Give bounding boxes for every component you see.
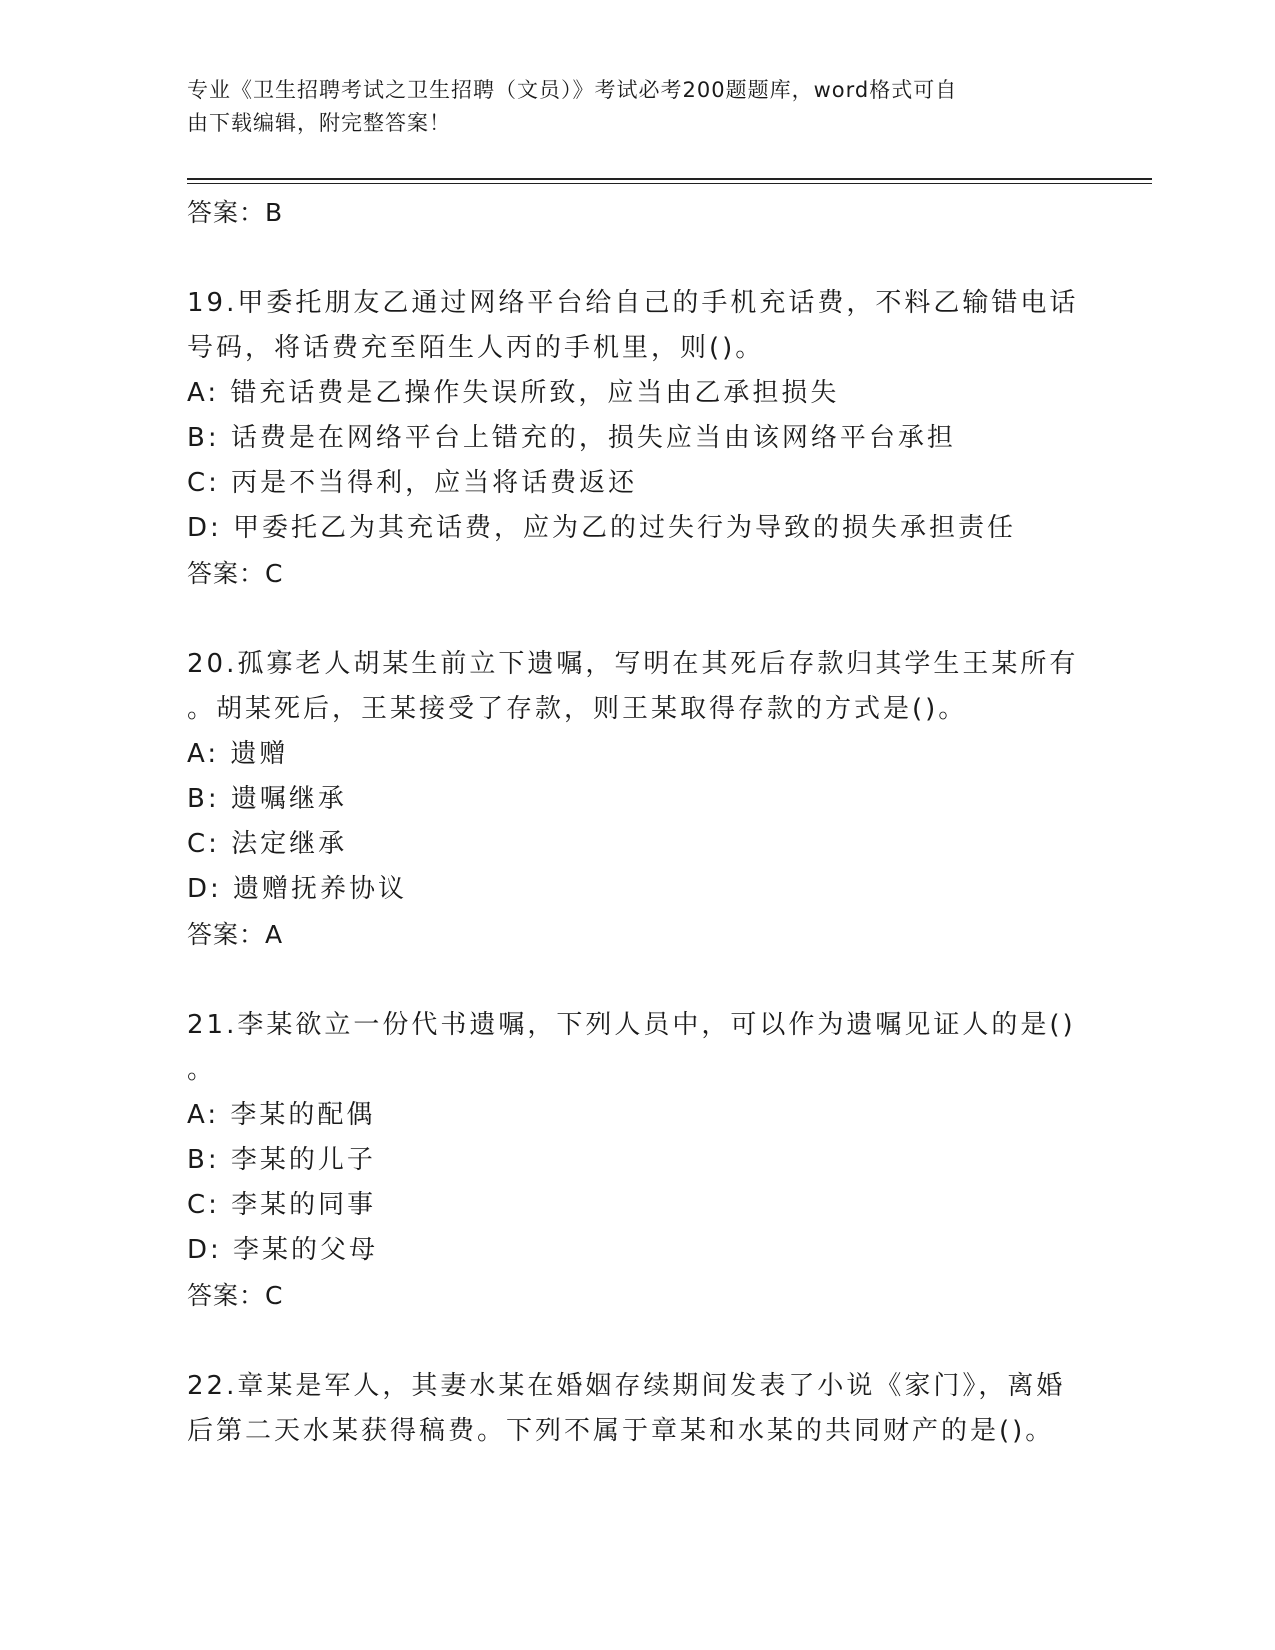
question-20 <box>187 642 1087 957</box>
option-c: C: 法定继承 <box>187 829 348 859</box>
question-21 <box>187 1003 1087 1318</box>
header-line-1: 专业《卫生招聘考试之卫生招聘（文员）》考试必考200题题库，word格式可自 <box>187 78 958 102</box>
option-c: C: 李某的同事 <box>187 1190 377 1220</box>
option-b: B: 李某的儿子 <box>187 1145 376 1175</box>
header-line-2: 由下载编辑，附完整答案！ <box>187 111 451 135</box>
header-rule-thin <box>187 183 1152 184</box>
document-header <box>187 74 1067 140</box>
stem-line: 20.孤寡老人胡某生前立下遗嘱，写明在其死后存款归其学生王某所有 <box>187 649 1079 679</box>
stem-line: 。 <box>187 1055 217 1085</box>
answer-line: 答案：C <box>187 559 284 588</box>
option-a: A: 遗赠 <box>187 739 289 769</box>
stem-line: 19.甲委托朋友乙通过网络平台给自己的手机充话费，不料乙输错电话 <box>187 288 1079 318</box>
question-22 <box>187 1364 1087 1454</box>
option-a: A: 李某的配偶 <box>187 1100 376 1130</box>
option-c: C: 丙是不当得利，应当将话费返还 <box>187 468 638 498</box>
stem-line: 22.章某是军人，其妻水某在婚姻存续期间发表了小说《家门》，离婚 <box>187 1371 1066 1401</box>
answer-line: 答案：A <box>187 920 284 949</box>
option-d: D: 李某的父母 <box>187 1235 379 1265</box>
option-b: B: 话费是在网络平台上错充的，损失应当由该网络平台承担 <box>187 423 956 453</box>
document-body <box>187 188 1087 1454</box>
header-rule-thick <box>187 178 1152 180</box>
stem-line: 号码，将话费充至陌生人丙的手机里，则()。 <box>187 333 765 363</box>
question-stem <box>187 281 1087 371</box>
question-stem <box>187 642 1087 732</box>
stem-line: 后第二天水某获得稿费。下列不属于章某和水某的共同财产的是()。 <box>187 1416 1055 1446</box>
question-stem <box>187 1003 1087 1093</box>
question-stem <box>187 1364 1087 1454</box>
option-d: D: 甲委托乙为其充话费，应为乙的过失行为导致的损失承担责任 <box>187 513 1017 543</box>
option-d: D: 遗赠抚养协议 <box>187 874 408 904</box>
option-b: B: 遗嘱继承 <box>187 784 347 814</box>
answer-line: 答案：C <box>187 1281 284 1310</box>
answer-line: 答案：B <box>187 198 284 227</box>
stem-line: 21.李某欲立一份代书遗嘱，下列人员中，可以作为遗嘱见证人的是() <box>187 1010 1076 1040</box>
option-a: A: 错充话费是乙操作失误所致，应当由乙承担损失 <box>187 378 840 408</box>
question-19 <box>187 281 1087 596</box>
stem-line: 。胡某死后，王某接受了存款，则王某取得存款的方式是()。 <box>187 694 968 724</box>
